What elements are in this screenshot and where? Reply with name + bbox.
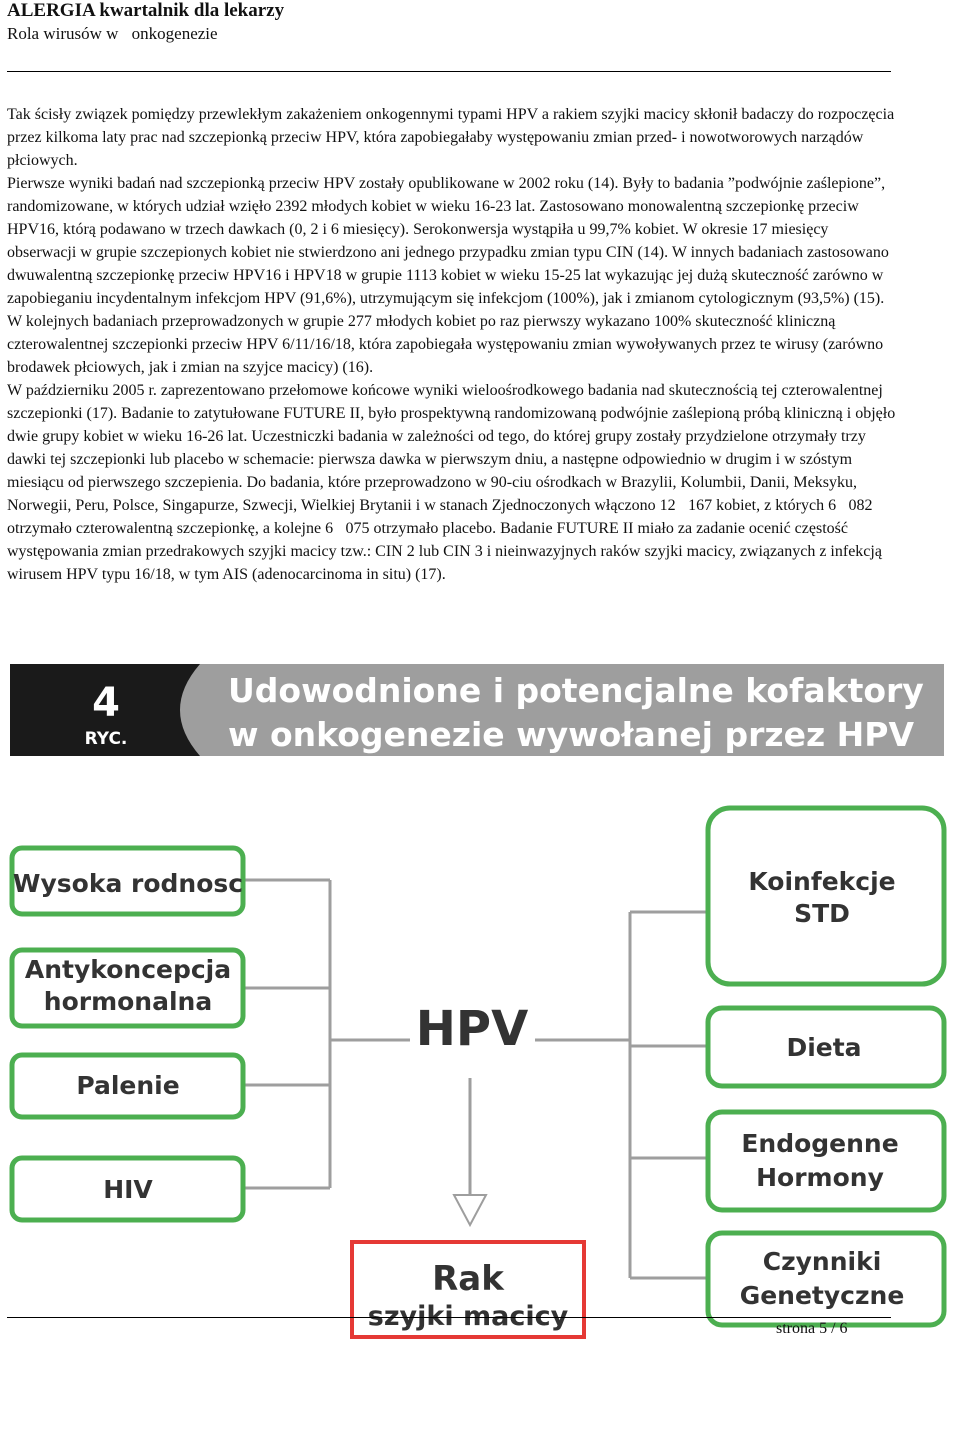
right-box-1-line1: Koinfekcje — [748, 867, 896, 896]
figure-title-line2: w onkogenezie wywołanej przez HPV — [228, 715, 915, 754]
paragraph-3: W październiku 2005 r. zaprezentowano przełomowe końcowe wyniki wieloośrodkowego badania nad skutecznością tej czterowalentnej szczepionki (17). Badanie to zatytułowane FUTURE II, było prospektywną randomizowaną podwójnie zaślepioną próbą kliniczną i objęło dwie grupy kobiet w wieku 16-26 lat. Uczestniczki badania w zależności od tego, do której grupy zostały przydzielone otrzymały trzy dawki tej szczepionki lub placebo w schemacie: pierwsza dawka w pierwszym dniu, a następne odpowiednio w drugim i w szóstym miesiącu od pierwszego szczepienia. Do badania, które przeprowadzono w 90-ciu ośrodkach w Brazylii, Kolumbii, Danii, Meksyku, Norwegii, Peru, Polsce, Singapurze, Szwecji, Wielkiej Brytanii i w stanach Zjednoczonych włączono 12 167 kobiet, z których 6 082 otrzymało czterowalentną szczepionkę, a kolejne 6 075 otrzymało placebo. Badanie FUTURE II miało za zadanie ocenić częstość występowania zmian przedrakowych szyjki macicy tzw.: CIN 2 lub CIN 3 i nieinwazyjnych raków szyjki macicy, związanych z infekcją wirusem HPV typu 16/18, w tym AIS (adenocarcinoma in situ) (17). — [7, 382, 896, 583]
right-box-2-label: Dieta — [786, 1033, 862, 1062]
right-box-4 — [708, 1233, 944, 1325]
footer-rule — [7, 1317, 891, 1318]
left-box-2 — [12, 950, 243, 1026]
right-box-1 — [708, 808, 944, 984]
arrow-head — [454, 1195, 486, 1225]
left-box-1-label: Wysoka rodnosc — [12, 869, 244, 898]
target-line2: szyjki macicy — [367, 1301, 569, 1332]
left-box-3 — [12, 1055, 243, 1117]
paragraph-1: Tak ścisły związek pomiędzy przewlekłym zakażeniem onkogennymi typami HPV a rakiem szyjki macicy skłonił badaczy do rozpoczęcia przez kilkoma laty prac nad szczepionką przeciw HPV, która zapobiegałaby występowaniu zmian przed- i nowotworowych narządów płciowych. — [7, 106, 895, 169]
left-box-3-label: Palenie — [76, 1071, 180, 1100]
page-number: strona 5 / 6 — [776, 1320, 848, 1337]
target-line1: Rak — [432, 1259, 504, 1299]
figure-banner — [10, 664, 944, 756]
right-box-3 — [708, 1112, 944, 1210]
header-title: ALERGIA kwartalnik dla lekarzy — [7, 0, 285, 21]
right-box-2 — [708, 1008, 944, 1086]
center-hpv-label: HPV — [415, 1001, 529, 1057]
left-box-2-line1: Antykoncepcja — [24, 955, 232, 984]
figure-number: 4 — [92, 680, 120, 726]
article-body — [7, 103, 897, 586]
left-box-2-line2: hormonalna — [43, 987, 213, 1016]
right-box-3-line2: Hormony — [756, 1163, 884, 1192]
right-box-1-line2: STD — [794, 899, 850, 928]
figure-title-line1: Udowodnione i potencjalne kofaktory — [228, 671, 924, 710]
paragraph-2: Pierwsze wyniki badań nad szczepionką przeciw HPV zostały opublikowane w 2002 roku (14). Były to badania ”podwójnie zaślepione”, randomizowane, w których udział wzięło 2392 młodych kobiet w wieku 16-23 lat. Zastosowano monowalentną szczepionkę przeciw HPV16, którą podawano w trzech dawkach (0, 2 i 6 miesięcy). Serokonwersja wystąpiła u 99,7% kobiet. W okresie 17 miesięcy obserwacji w grupie szczepionych kobiet nie stwierdzono ani jednego przypadku zmian typu CIN (14). W innych badaniach zastosowano dwuwalentną szczepionkę przeciw HPV16 i HPV18 w grupie 1113 kobiet w wieku 15-25 lat wykazując jej dużą skuteczność zarówno w zapobieganiu incydentalnym infekcjom HPV (91,6%), utrzymującym się infekcjom (100%), jak i zmianom cytologicznym (93,5%) (15). W kolejnych badaniach przeprowadzonych w grupie 277 młodych kobiet po raz pierwszy wykazano 100% skuteczność kliniczną czterowalentnej szczepionki przeciw HPV 6/11/16/18, która zapobiegała występowaniu zmian wywoływanych przez te wirusy (zarówno brodawek płciowych, jak i zmian na szyjce macicy) (16). — [7, 175, 889, 376]
cofactor-diagram — [0, 800, 960, 1340]
right-box-4-line2: Genetyczne — [739, 1281, 905, 1310]
left-box-1 — [12, 848, 243, 914]
connector-lines — [243, 880, 708, 1278]
header-rule — [7, 71, 891, 72]
left-box-4-label: HIV — [103, 1175, 153, 1204]
figure-label: RYC. — [84, 729, 128, 749]
target-box — [352, 1242, 584, 1337]
right-box-3-line1: Endogenne — [741, 1129, 899, 1158]
right-box-4-line1: Czynniki — [762, 1247, 882, 1276]
header-subtitle: Rola wirusów w onkogenezie — [7, 24, 218, 43]
left-box-4 — [12, 1158, 243, 1220]
